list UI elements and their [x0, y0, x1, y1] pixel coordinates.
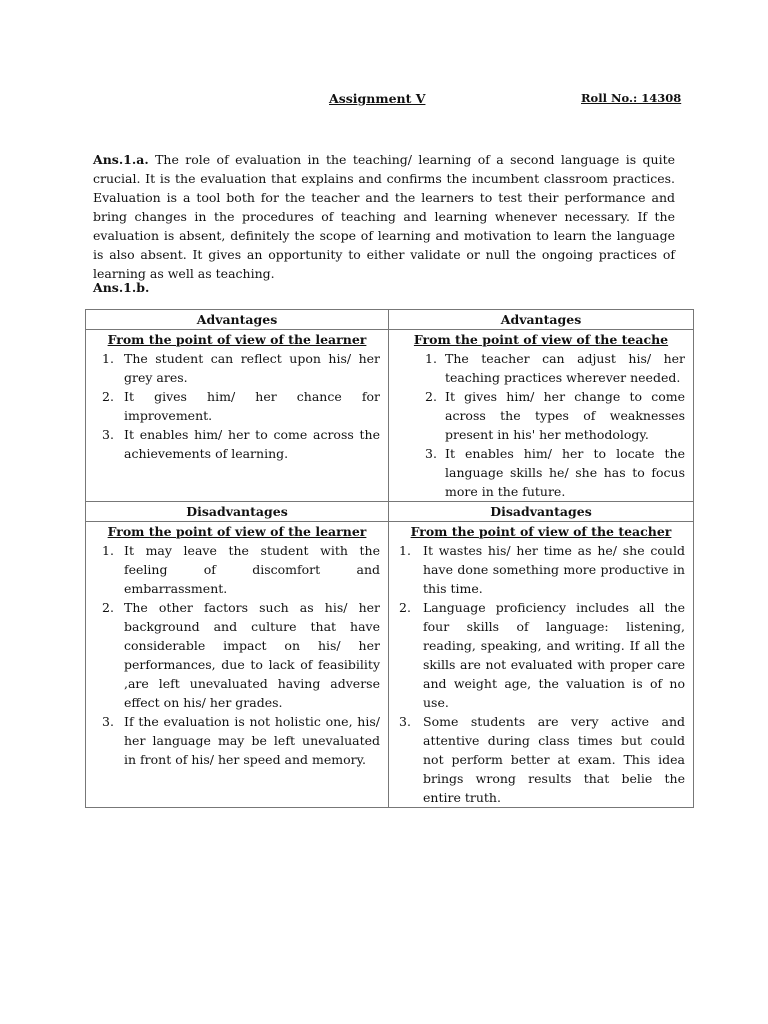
advantages-learner-list [94, 349, 380, 463]
list-item-text: It gives him/ her change to come across the types of weaknesses present in his' her methodology. [445, 389, 685, 442]
answer-1a-paragraph [93, 150, 675, 283]
list-item-text: The teacher can adjust his/ her teaching practices wherever needed. [445, 351, 685, 385]
assignment-title: Assignment V [329, 91, 426, 106]
advantages-learner-subheading: From the point of view of the learner [107, 332, 367, 347]
list-item [94, 541, 380, 598]
list-item-text: The other factors such as his/ her background and culture that have considerable impact on his/ her performances, due to lack of feasibility ,are left unevaluated having adverse effect on his/ her grades. [124, 600, 380, 710]
list-item-number: 1. [102, 351, 114, 366]
list-item [94, 712, 380, 769]
disadvantages-teacher-subheading: From the point of view of the teacher [410, 524, 672, 539]
list-item-number: 2. [102, 600, 114, 615]
disadvantages-teacher-list [397, 541, 685, 807]
list-item-text: It enables him/ her to locate the language skills he/ she has to focus more in the future. [445, 446, 685, 499]
list-item-text: It gives him/ her chance for improvement. [124, 389, 380, 423]
list-item [397, 598, 685, 712]
list-item-text: Language proficiency includes all the four skills of language: listening, reading, speaking, and writing. If all the skills are not evaluated with proper care and weight age, the valuation is of no use. [423, 600, 685, 710]
answer-1a-text: The role of evaluation in the teaching/ learning of a second language is quite crucial. It is the evaluation that explains and confirms the incumbent classroom practices. Evaluation is a tool both for the teacher and the learners to test their performance and bring changes in the procedures of teaching and learning whenever necessary. If the evaluation is absent, definitely the scope of learning and motivation to learn the language is also absent. It gives an opportunity to either validate or null the ongoing practices of learning as well as teaching. [93, 152, 675, 281]
list-item [397, 349, 685, 387]
list-item-number: 1. [425, 351, 437, 366]
disadvantages-teacher-cell [389, 522, 694, 808]
advantages-content-row [86, 330, 694, 502]
list-item-number: 3. [399, 714, 411, 729]
disadvantages-left-heading: Disadvantages [86, 502, 389, 522]
roll-number: Roll No.: 14308 [581, 91, 682, 105]
list-item-text: It wastes his/ her time as he/ she could have done something more productive in this time. [423, 543, 685, 596]
list-item [397, 712, 685, 807]
list-item-number: 3. [425, 446, 437, 461]
header-row [0, 89, 768, 109]
list-item [397, 541, 685, 598]
advantages-teacher-subheading: From the point of view of the teache [413, 332, 669, 347]
list-item [397, 444, 685, 501]
advantages-left-heading: Advantages [86, 310, 389, 330]
list-item-number: 2. [425, 389, 437, 404]
disadvantages-learner-subheading: From the point of view of the learner [107, 524, 367, 539]
advantages-right-heading: Advantages [389, 310, 694, 330]
list-item [94, 598, 380, 712]
list-item-text: It enables him/ her to come across the achievements of learning. [124, 427, 380, 461]
disadvantages-learner-list [94, 541, 380, 769]
list-item-number: 2. [399, 600, 411, 615]
list-item [94, 387, 380, 425]
disadvantages-header-row [86, 502, 694, 522]
list-item-number: 2. [102, 389, 114, 404]
advantages-teacher-list [397, 349, 685, 501]
answer-1a-label: Ans.1.a. [93, 152, 149, 167]
disadvantages-content-row [86, 522, 694, 808]
list-item-number: 1. [399, 543, 411, 558]
list-item-number: 1. [102, 543, 114, 558]
list-item-number: 3. [102, 427, 114, 442]
advantages-teacher-cell [389, 330, 694, 502]
advantages-header-row [86, 310, 694, 330]
answer-1b-label: Ans.1.b. [93, 280, 150, 295]
advantages-learner-cell [86, 330, 389, 502]
disadvantages-learner-cell [86, 522, 389, 808]
evaluation-table [85, 309, 694, 808]
list-item [397, 387, 685, 444]
list-item [94, 425, 380, 463]
list-item-text: The student can reflect upon his/ her grey ares. [124, 351, 380, 385]
list-item [94, 349, 380, 387]
list-item-text: It may leave the student with the feeling of discomfort and embarrassment. [124, 543, 380, 596]
disadvantages-right-heading: Disadvantages [389, 502, 694, 522]
list-item-number: 3. [102, 714, 114, 729]
list-item-text: Some students are very active and attentive during class times but could not perform better at exam. This idea brings wrong results that belie the entire truth. [423, 714, 685, 805]
list-item-text: If the evaluation is not holistic one, his/ her language may be left unevaluated in front of his/ her speed and memory. [124, 714, 380, 767]
